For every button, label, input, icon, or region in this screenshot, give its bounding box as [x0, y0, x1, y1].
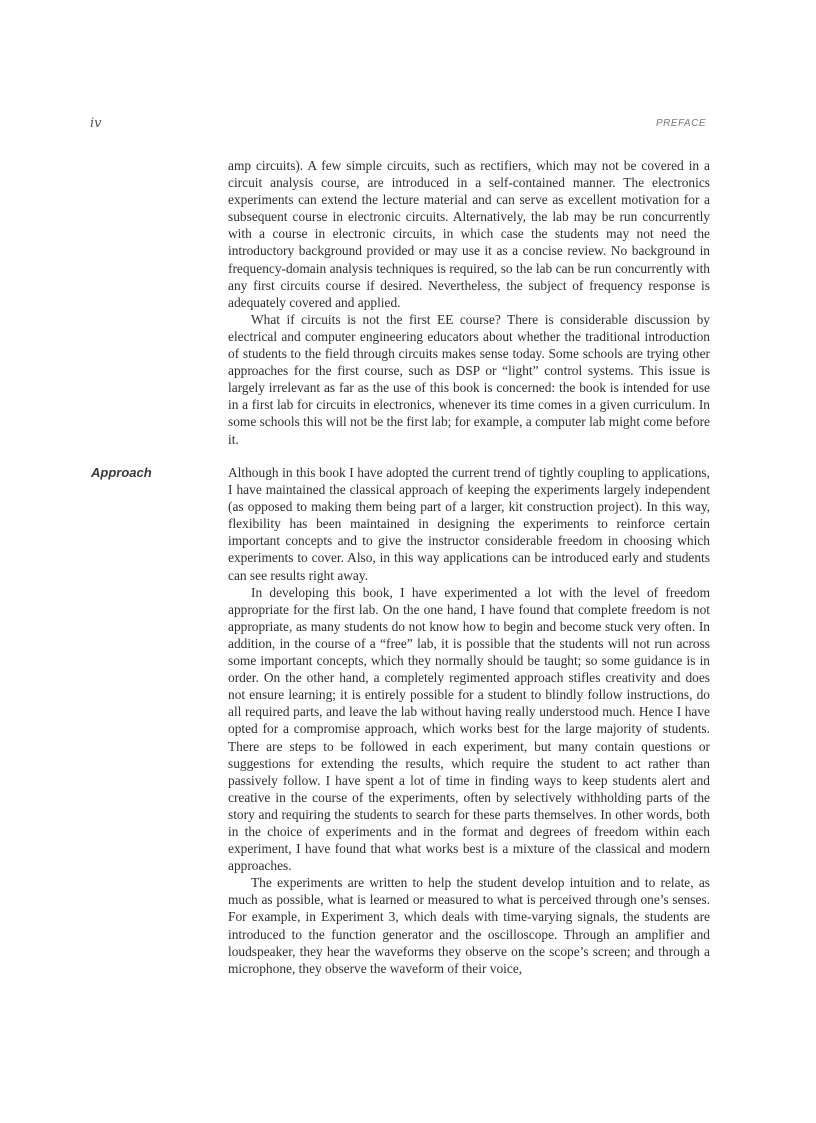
paragraph: amp circuits). A few simple circuits, such as rectifiers, which may not be covered in a circuit analysis course, are introduced in a self-contained manner. The electronics experiments can extend the lecture material and can serve as excellent motivation for a subsequent course in electronic circuits. Alternatively, the lab may be run concurrently with a course in electronic circuits, in which case the students may not need the introductory background provided or may use it as a concise review. No background in frequency-domain analysis techniques is required, so the lab can be run concurrently with any first circuits course if desired. Nevertheless, the subject of frequency response is adequately covered and applied. — [228, 158, 710, 310]
paragraph: Although in this book I have adopted the current trend of tightly coupling to applications, I have maintained the classical approach of keeping the experiments largely independent (as opposed to making them being part of a larger, kit construction project). In this way, flexibility has been maintained in designing the experiments to reinforce certain important concepts and to give the instructor considerable freedom in choosing which experiments to cover. Also, in this way applications can be introduced early and students can see results right away. — [228, 465, 710, 583]
running-head: PREFACE — [656, 118, 706, 129]
section-heading-approach: Approach — [91, 465, 152, 480]
body-text-top — [228, 157, 710, 448]
page-number: iv — [90, 116, 102, 131]
paragraph: What if circuits is not the first EE course? There is considerable discussion by electrical and computer engineering educators about whether the traditional introduction of students to the field through circuits makes sense today. Some schools are trying other approaches for the first course, such as DSP or “light” control systems. This issue is largely irrelevant as far as the use of this book is concerned: the book is intended for use in a first lab for circuits in electronics, whenever its time comes in a given curriculum. In some schools this will not be the first lab; for example, a computer lab might come before it. — [228, 311, 710, 447]
paragraph: The experiments are written to help the student develop intuition and to relate, as much as possible, what is learned or measured to what is perceived through one’s senses. For example, in Experiment 3, which deals with time-varying signals, the students are introduced to the function generator and the oscilloscope. Through an amplifier and loudspeaker, they hear the waveforms they observe on the scope’s screen; and through a microphone, they observe the waveform of their voice, — [228, 875, 710, 976]
body-text-approach — [228, 464, 710, 977]
paragraph: In developing this book, I have experimented a lot with the level of freedom appropriate for the first lab. On the one hand, I have found that complete freedom is not appropriate, as many students do not know how to begin and become stuck very often. In addition, in the course of a “free” lab, it is possible that the students will not run across some important concepts, which they normally should be taught; so some guidance is in order. On the other hand, a completely regimented approach stifles creativity and does not ensure learning; it is entirely possible for a student to blindly follow instructions, do all required parts, and leave the lab without having really understood much. Hence I have opted for a compromise approach, which works best for the large majority of students. There are steps to be followed in each experiment, but many contain questions or suggestions for extending the results, which require the student to act rather than passively follow. I have spent a lot of time in finding ways to keep students alert and creative in the course of the experiments, often by selectively withholding parts of the story and requiring the students to search for these parts themselves. In other words, both in the choice of experiments and in the format and degrees of freedom within each experiment, I have found that what works best is a mixture of the classical and modern approaches. — [228, 584, 710, 874]
